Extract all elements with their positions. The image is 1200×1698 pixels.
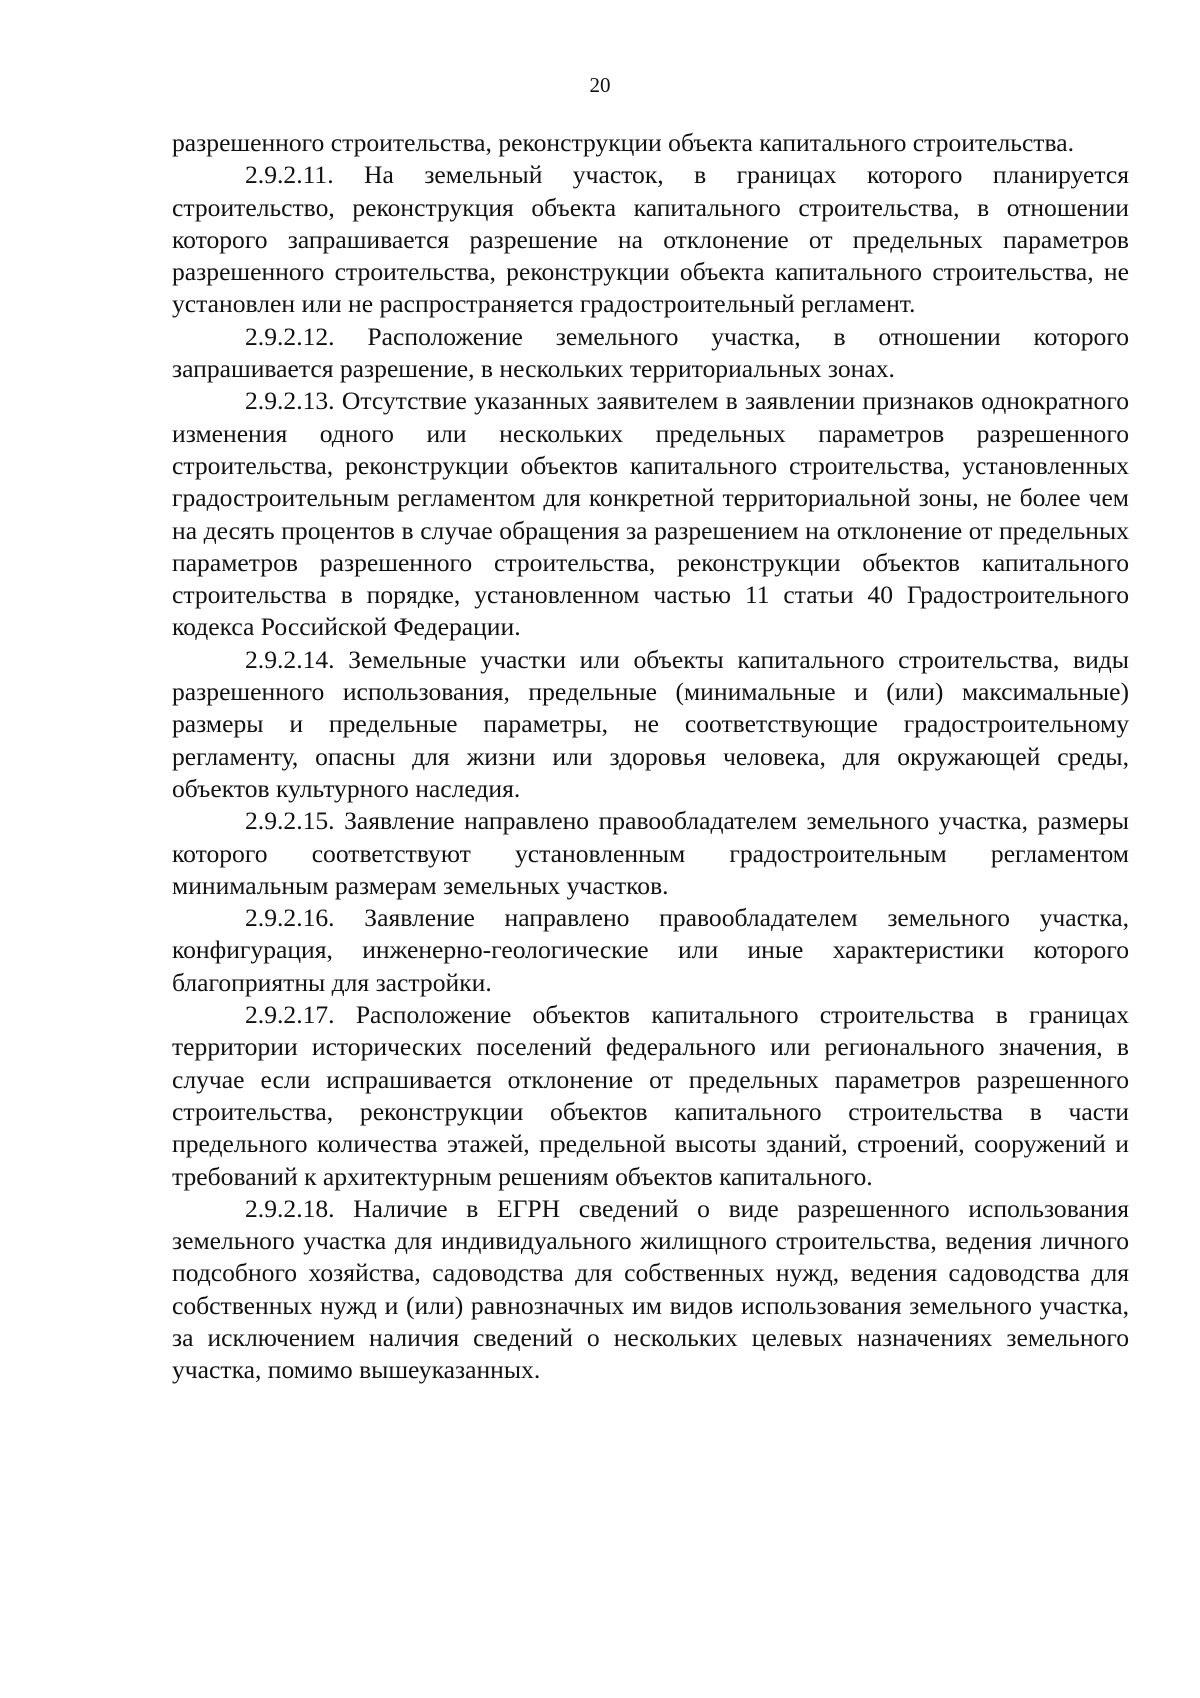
paragraph-2-9-2-16: 2.9.2.16. Заявление направлено правообладателем земельного участка, конфигурация, инженерно-геологические или иные характеристики которого благоприятны для застройки. bbox=[172, 903, 1129, 997]
paragraph-2-9-2-18: 2.9.2.18. Наличие в ЕГРН сведений о виде разрешенного использования земельного участка для индивидуального жилищного строительства, ведения личного подсобного хозяйства, садоводства для собственных нужд, ведения садоводства для собственных нужд и (или) равнозначных им видов использования земельного участка, за исключением наличия сведений о нескольких целевых назначениях земельного участка, помимо вышеуказанных. bbox=[172, 1193, 1129, 1385]
paragraph-2-9-2-11: 2.9.2.11. На земельный участок, в границах которого планируется строительство, реконструкция объекта капитального строительства, в отношении которого запрашивается разрешение на отклонение от предельных параметров разрешенного строительства, реконструкции объекта капитального строительства, не установлен или не распространяется градостроительный регламент. bbox=[172, 160, 1129, 319]
document-body bbox=[172, 127, 1129, 1387]
paragraph-2-9-2-13: 2.9.2.13. Отсутствие указанных заявителем в заявлении признаков однократного изменения одного или нескольких предельных параметров разрешенного строительства, реконструкции объектов капитального строительства, установленных градостроительным регламентом для конкретной территориальной зоны, не более чем на десять процентов в случае обращения за разрешением на отклонение от предельных параметров разрешенного строительства, реконструкции объектов капитального строительства в порядке, установленном частью 11 статьи 40 Градостроительного кодекса Российской Федерации. bbox=[172, 386, 1129, 642]
paragraph-2-9-2-12: 2.9.2.12. Расположение земельного участка, в отношении которого запрашивается разрешение, в нескольких территориальных зонах. bbox=[172, 321, 1129, 384]
paragraph-2-9-2-14: 2.9.2.14. Земельные участки или объекты капитального строительства, виды разрешенного использования, предельные (минимальные и (или) максимальные) размеры и предельные параметры, не соответствующие градостроительному регламенту, опасны для жизни или здоровья человека, для окружающей среды, объектов культурного наследия. bbox=[172, 644, 1129, 803]
page-number: 20 bbox=[589, 73, 611, 97]
paragraph-2-9-2-17: 2.9.2.17. Расположение объектов капитального строительства в границах территории исторических поселений федерального или регионального значения, в случае если испрашивается отклонение от предельных параметров разрешенного строительства, реконструкции объектов капитального строительства в части предельного количества этажей, предельной высоты зданий, строений, сооружений и требований к архитектурным решениям объектов капитального. bbox=[172, 1000, 1129, 1191]
paragraph-continuation: разрешенного строительства, реконструкции объекта капитального строительства. bbox=[172, 128, 1074, 157]
paragraph-2-9-2-15: 2.9.2.15. Заявление направлено правообладателем земельного участка, размеры которого соответствуют установленным градостроительным регламентом минимальным размерам земельных участков. bbox=[172, 806, 1129, 900]
